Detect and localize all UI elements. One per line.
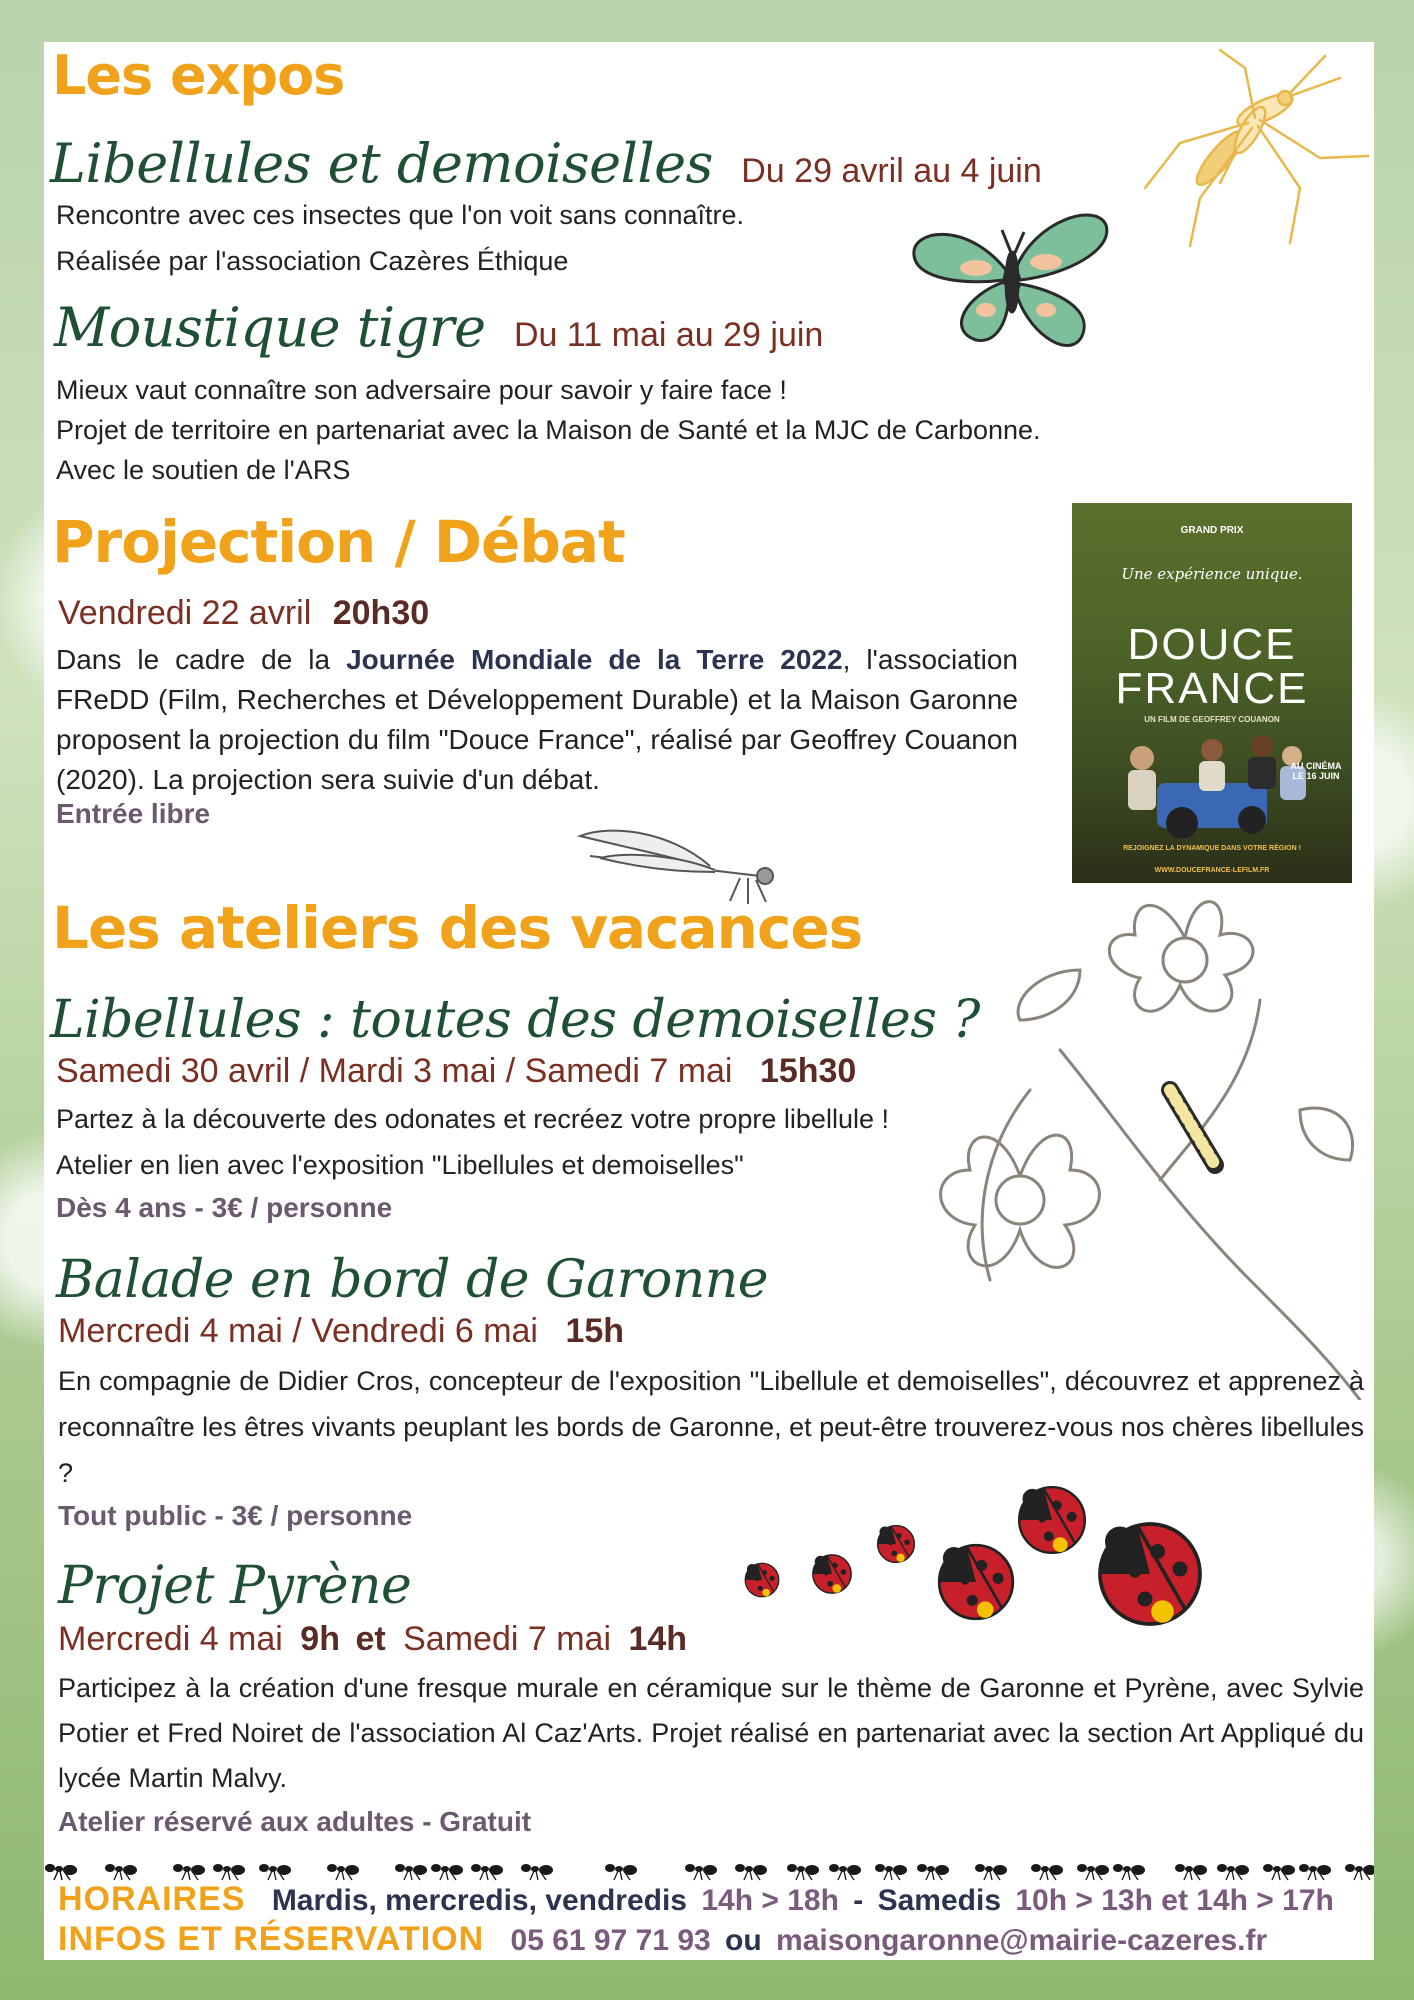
footer-email-link[interactable]: maisongaronne@mairie-cazeres.fr <box>776 1924 1268 1957</box>
atelier-2-time: 15h <box>565 1312 625 1350</box>
ateliers-heading: Les ateliers des vacances <box>52 894 863 962</box>
expo-2-text <box>56 370 1156 490</box>
projection-price: Entrée libre <box>56 798 211 829</box>
expo-1-title: Libellules et demoiselles <box>50 132 713 195</box>
atelier-1-text <box>56 1096 956 1188</box>
projection-text-bold: Journée Mondiale de la Terre 2022 <box>346 644 843 675</box>
footer-contact-label: INFOS ET RÉSERVATION <box>58 1920 485 1958</box>
atelier-1-dates: Samedi 30 avril / Mardi 3 mai / Samedi 7 mai <box>56 1052 733 1090</box>
expo-2-header <box>54 296 823 359</box>
atelier-3-conjunction: et <box>355 1620 386 1658</box>
projection-text-start: Dans le cadre de la <box>56 644 347 675</box>
footer-hours-time-1: 14h > 18h <box>701 1884 839 1917</box>
poster-photo <box>1102 728 1322 838</box>
poster-title-line-2: FRANCE <box>1115 664 1309 713</box>
footer-hours-separator: - <box>853 1884 864 1917</box>
atelier-3-datetime <box>58 1620 687 1659</box>
footer-hours-time-2: 10h > 13h et 14h > 17h <box>1015 1884 1334 1917</box>
atelier-1-price: Dès 4 ans - 3€ / personne <box>56 1192 393 1223</box>
expo-1-line-2: Réalisée par l'association Cazères Éthique <box>56 246 569 276</box>
atelier-1-time: 15h30 <box>759 1052 857 1090</box>
footer-hours <box>58 1880 1334 1919</box>
footer-contact <box>58 1920 1267 1959</box>
projection-datetime <box>58 594 429 633</box>
expo-1-dates: Du 29 avril au 4 juin <box>741 152 1042 190</box>
expo-1-line-1: Rencontre avec ces insectes que l'on voit sans connaître. <box>56 200 745 230</box>
mosquito-illustration <box>1140 48 1370 248</box>
expo-2-line-1: Mieux vaut connaître son adversaire pour savoir y faire face ! <box>56 375 787 405</box>
expo-1-text <box>56 192 916 284</box>
atelier-1-line-2: Atelier en lien avec l'exposition "Libellules et demoiselles" <box>56 1150 744 1180</box>
butterfly-illustration <box>906 200 1116 360</box>
expo-2-dates: Du 11 mai au 29 juin <box>514 316 824 354</box>
projection-text-end: , l'association FReDD (Film, Recherches et Développement Durable) et la Maison Garonne proposent la projection du film "Douce France", réalisé par Geoffrey Couanon (2020). La projection sera suivie d'un débat. <box>56 644 1018 795</box>
poster-award: GRAND PRIX <box>1180 525 1244 536</box>
atelier-1-line-1: Partez à la découverte des odonates et recréez votre propre libellule ! <box>56 1104 889 1134</box>
expo-1-header <box>50 132 1042 195</box>
poster-director: UN FILM DE GEOFFREY COUANON <box>1144 715 1280 724</box>
footer-hours-label: HORAIRES <box>58 1880 246 1918</box>
atelier-3-date-2: Samedi 7 mai <box>403 1620 611 1658</box>
flower-caterpillar-illustration <box>930 880 1370 1400</box>
expo-2-line-2: Projet de territoire en partenariat avec la Maison de Santé et la MJC de Carbonne. <box>56 415 1041 445</box>
atelier-2-title: Balade en bord de Garonne <box>56 1250 769 1310</box>
atelier-3-title: Projet Pyrène <box>58 1556 412 1616</box>
atelier-3-time-2: 14h <box>628 1620 688 1658</box>
poster-title-line-1: DOUCE <box>1127 620 1297 669</box>
projection-heading: Projection / Débat <box>52 508 625 576</box>
movie-poster <box>1072 503 1352 883</box>
poster-cta: REJOIGNEZ LA DYNAMIQUE DANS VOTRE RÉGION ! <box>1123 845 1301 852</box>
atelier-3-date-1: Mercredi 4 mai <box>58 1620 283 1658</box>
projection-date: Vendredi 22 avril <box>58 594 312 632</box>
atelier-3-price: Atelier réservé aux adultes - Gratuit <box>58 1806 532 1837</box>
expos-heading: Les expos <box>52 44 345 107</box>
atelier-2-text: En compagnie de Didier Cros, concepteur de l'exposition "Libellule et demoiselles", découvrez et apprenez à reconnaître les êtres vivants peuplant les bords de Garonne, et peut-être trouverez-vous nos chères libellules ? <box>58 1366 1364 1488</box>
atelier-2-price: Tout public - 3€ / personne <box>58 1500 413 1531</box>
footer-phone[interactable]: 05 61 97 71 93 <box>510 1924 711 1957</box>
footer-hours-days-1: Mardis, mercredis, vendredis <box>271 1884 687 1917</box>
footer-or: ou <box>725 1924 762 1957</box>
expo-2-title: Moustique tigre <box>54 296 486 359</box>
expo-2-line-3: Avec le soutien de l'ARS <box>56 455 351 485</box>
ladybugs-illustration <box>736 1462 1226 1637</box>
poster-release: AU CINÉMA LE 16 JUIN <box>1290 761 1342 781</box>
atelier-1-datetime <box>56 1052 856 1091</box>
atelier-3-time-1: 9h <box>300 1620 340 1658</box>
atelier-3-text: Participez à la création d'une fresque murale en céramique sur le thème de Garonne et Pyrène, avec Sylvie Potier et Fred Noiret de l'association Al Caz'Arts. Projet réalisé en partenariat avec la section Art Appliqué du lycée Martin Malvy. <box>58 1673 1364 1793</box>
poster-website: WWW.DOUCEFRANCE-LEFILM.FR <box>1154 867 1270 874</box>
poster-title <box>1072 620 1352 713</box>
poster-tagline: Une expérience unique. <box>1121 565 1303 583</box>
atelier-1-title: Libellules : toutes des demoiselles ? <box>50 990 980 1050</box>
projection-text <box>56 640 1018 800</box>
atelier-2-dates: Mercredi 4 mai / Vendredi 6 mai <box>58 1312 538 1350</box>
footer-hours-days-2: Samedis <box>877 1884 1002 1917</box>
atelier-2-datetime <box>58 1312 624 1351</box>
projection-time: 20h30 <box>332 594 430 632</box>
